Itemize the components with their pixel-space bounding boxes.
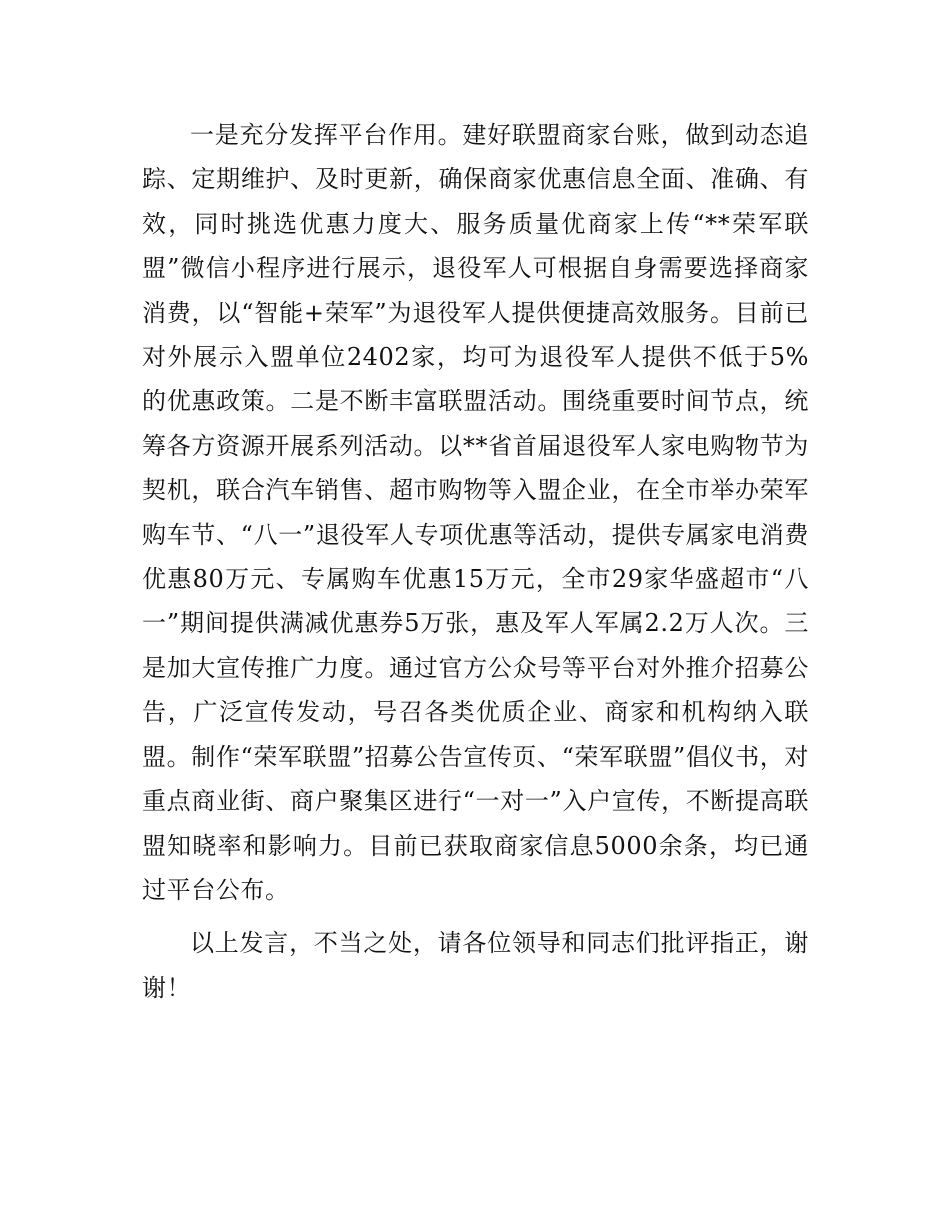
paragraph-closing: 以上发言，不当之处，请各位领导和同志们批评指正，谢谢！ — [142, 929, 809, 1002]
paragraph-measures: 一是充分发挥平台作用。建好联盟商家台账，做到动态追踪、定期维护、及时更新，确保商家优惠信息全面、准确、有效，同时挑选优惠力度大、服务质量优商家上传“**荣军联盟”微信小程序进行展示，退役军人可根据自身需要选择商家消费，以“智能+荣军”为退役军人提供便捷高效服务。目前已对外展示入盟单位2402家，均可为退役军人提供不低于5%的优惠政策。二是不断丰富联盟活动。围绕重要时间节点，统筹各方资源开展系列活动。以**省首届退役军人家电购物节为契机，联合汽车销售、超市购物等入盟企业，在全市举办荣军购车节、“八一”退役军人专项优惠等活动，提供专属家电消费优惠80万元、专属购车优惠15万元，全市29家华盛超市“八一”期间提供满减优惠券5万张，惠及军人军属2.2万人次。三是加大宣传推广力度。通过官方公众号等平台对外推介招募公告，广泛宣传发动，号召各类优质企业、商家和机构纳入联盟。制作“荣军联盟”招募公告宣传页、“荣军联盟”倡仪书，对重点商业街、商户聚集区进行“一对一”入户宣传，不断提高联盟知晓率和影响力。目前已获取商家信息5000余条，均已通过平台公布。 — [142, 121, 809, 904]
document-body — [142, 113, 809, 1010]
